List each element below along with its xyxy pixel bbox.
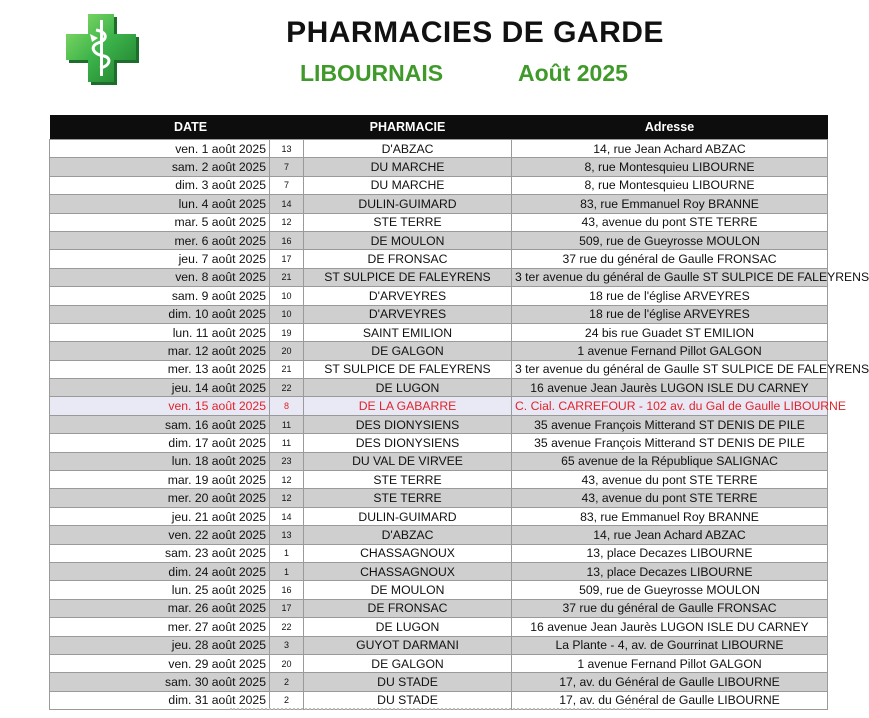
pharmacy-cell: STE TERRE xyxy=(304,489,512,507)
table-row xyxy=(50,379,828,397)
rotation-number-cell: 22 xyxy=(270,379,304,397)
address-cell: 37 rue du général de Gaulle FRONSAC xyxy=(512,599,828,617)
pharmacy-cell: DU STADE xyxy=(304,673,512,691)
rotation-number-cell: 8 xyxy=(270,397,304,415)
date-cell: dim. 10 août 2025 xyxy=(50,305,270,323)
pharmacy-cell: DE LUGON xyxy=(304,379,512,397)
table-row xyxy=(50,158,828,176)
pharmacy-cell: DULIN-GUIMARD xyxy=(304,507,512,525)
date-cell: sam. 16 août 2025 xyxy=(50,415,270,433)
pharmacy-cell: D'ABZAC xyxy=(304,526,512,544)
table-row xyxy=(50,268,828,286)
address-cell: La Plante - 4, av. de Gourrinat LIBOURNE xyxy=(512,636,828,654)
address-cell: 16 avenue Jean Jaurès LUGON ISLE DU CARNEY xyxy=(512,379,828,397)
address-cell: 509, rue de Gueyrosse MOULON xyxy=(512,581,828,599)
table-row xyxy=(50,618,828,636)
pharmacy-cell: D'ABZAC xyxy=(304,140,512,158)
address-cell: C. Cial. CARREFOUR - 102 av. du Gal de Gaulle LIBOURNE xyxy=(512,397,828,415)
table-row xyxy=(50,305,828,323)
column-header-date: DATE xyxy=(50,115,270,140)
date-cell: lun. 18 août 2025 xyxy=(50,452,270,470)
address-cell: 37 rue du général de Gaulle FRONSAC xyxy=(512,250,828,268)
rotation-number-cell: 12 xyxy=(270,471,304,489)
rotation-number-cell: 12 xyxy=(270,213,304,231)
date-cell: jeu. 14 août 2025 xyxy=(50,379,270,397)
date-cell: dim. 3 août 2025 xyxy=(50,176,270,194)
address-cell: 65 avenue de la République SALIGNAC xyxy=(512,452,828,470)
rotation-number-cell: 10 xyxy=(270,305,304,323)
pharmacy-cell: DE GALGON xyxy=(304,342,512,360)
date-cell: ven. 1 août 2025 xyxy=(50,140,270,158)
date-cell: jeu. 7 août 2025 xyxy=(50,250,270,268)
rotation-number-cell: 13 xyxy=(270,526,304,544)
table-header xyxy=(50,115,828,140)
address-cell: 17, av. du Général de Gaulle LIBOURNE xyxy=(512,673,828,691)
table-row xyxy=(50,599,828,617)
address-cell: 3 ter avenue du général de Gaulle ST SULPICE DE FALEYRENS xyxy=(512,268,828,286)
date-cell: sam. 30 août 2025 xyxy=(50,673,270,691)
table-row-holiday xyxy=(50,397,828,415)
date-cell: ven. 22 août 2025 xyxy=(50,526,270,544)
column-header-pharmacy: PHARMACIE xyxy=(304,115,512,140)
address-cell: 13, place Decazes LIBOURNE xyxy=(512,544,828,562)
pharmacy-cell: GUYOT DARMANI xyxy=(304,636,512,654)
date-cell: lun. 11 août 2025 xyxy=(50,323,270,341)
pharmacy-cell: DE FRONSAC xyxy=(304,599,512,617)
pharmacy-cell: DE GALGON xyxy=(304,654,512,672)
rotation-number-cell: 11 xyxy=(270,434,304,452)
pharmacy-cell: CHASSAGNOUX xyxy=(304,562,512,580)
date-cell: mar. 12 août 2025 xyxy=(50,342,270,360)
address-cell: 35 avenue François Mitterand ST DENIS DE PILE xyxy=(512,434,828,452)
rotation-number-cell: 11 xyxy=(270,415,304,433)
pharmacy-cell: DE LUGON xyxy=(304,618,512,636)
rotation-number-cell: 2 xyxy=(270,673,304,691)
rotation-number-cell: 20 xyxy=(270,654,304,672)
column-header-address: Adresse xyxy=(512,115,828,140)
rotation-number-cell: 16 xyxy=(270,231,304,249)
date-cell: mer. 6 août 2025 xyxy=(50,231,270,249)
date-cell: mar. 5 août 2025 xyxy=(50,213,270,231)
column-header-number xyxy=(270,115,304,140)
rotation-number-cell: 17 xyxy=(270,250,304,268)
date-cell: jeu. 21 août 2025 xyxy=(50,507,270,525)
address-cell: 1 avenue Fernand Pillot GALGON xyxy=(512,654,828,672)
rotation-number-cell: 13 xyxy=(270,140,304,158)
address-cell: 13, place Decazes LIBOURNE xyxy=(512,562,828,580)
table-row xyxy=(50,323,828,341)
page-title: PHARMACIES DE GARDE xyxy=(286,16,664,49)
table-row xyxy=(50,489,828,507)
rotation-number-cell: 21 xyxy=(270,268,304,286)
rotation-number-cell: 21 xyxy=(270,360,304,378)
pharmacy-cell: ST SULPICE DE FALEYRENS xyxy=(304,360,512,378)
address-cell: 14, rue Jean Achard ABZAC xyxy=(512,526,828,544)
pharmacy-cell: DE LA GABARRE xyxy=(304,397,512,415)
pharmacy-cell: DU MARCHE xyxy=(304,176,512,194)
table-row xyxy=(50,673,828,691)
table-row xyxy=(50,452,828,470)
date-cell: lun. 4 août 2025 xyxy=(50,195,270,213)
date-cell: ven. 15 août 2025 xyxy=(50,397,270,415)
footer-divider xyxy=(230,708,650,718)
rotation-number-cell: 19 xyxy=(270,323,304,341)
table-row xyxy=(50,342,828,360)
table-row xyxy=(50,526,828,544)
rotation-number-cell: 3 xyxy=(270,636,304,654)
date-cell: mer. 13 août 2025 xyxy=(50,360,270,378)
address-cell: 16 avenue Jean Jaurès LUGON ISLE DU CARNEY xyxy=(512,618,828,636)
table-row xyxy=(50,360,828,378)
address-cell: 83, rue Emmanuel Roy BRANNE xyxy=(512,507,828,525)
table-row xyxy=(50,544,828,562)
table-row xyxy=(50,213,828,231)
pharmacy-cell: DE MOULON xyxy=(304,581,512,599)
rotation-number-cell: 10 xyxy=(270,287,304,305)
address-cell: 43, avenue du pont STE TERRE xyxy=(512,213,828,231)
header-row xyxy=(50,115,828,140)
address-cell: 3 ter avenue du général de Gaulle ST SULPICE DE FALEYRENS xyxy=(512,360,828,378)
table-row xyxy=(50,471,828,489)
address-cell: 18 rue de l'église ARVEYRES xyxy=(512,305,828,323)
rotation-number-cell: 1 xyxy=(270,544,304,562)
table-row xyxy=(50,176,828,194)
date-cell: sam. 23 août 2025 xyxy=(50,544,270,562)
table-row xyxy=(50,581,828,599)
address-cell: 17, av. du Général de Gaulle LIBOURNE xyxy=(512,691,828,709)
rotation-number-cell: 7 xyxy=(270,176,304,194)
rotation-number-cell: 2 xyxy=(270,691,304,709)
address-cell: 83, rue Emmanuel Roy BRANNE xyxy=(512,195,828,213)
table-row xyxy=(50,195,828,213)
date-cell: ven. 29 août 2025 xyxy=(50,654,270,672)
rotation-number-cell: 7 xyxy=(270,158,304,176)
rotation-number-cell: 22 xyxy=(270,618,304,636)
pharmacy-cell: CHASSAGNOUX xyxy=(304,544,512,562)
address-cell: 14, rue Jean Achard ABZAC xyxy=(512,140,828,158)
pharmacy-cell: STE TERRE xyxy=(304,471,512,489)
pharmacy-cell: DE FRONSAC xyxy=(304,250,512,268)
table-row xyxy=(50,415,828,433)
pharmacy-cell: SAINT EMILION xyxy=(304,323,512,341)
rotation-number-cell: 23 xyxy=(270,452,304,470)
date-cell: sam. 9 août 2025 xyxy=(50,287,270,305)
date-cell: dim. 24 août 2025 xyxy=(50,562,270,580)
rotation-number-cell: 1 xyxy=(270,562,304,580)
address-cell: 35 avenue François Mitterand ST DENIS DE PILE xyxy=(512,415,828,433)
table-body xyxy=(50,140,869,710)
date-cell: ven. 8 août 2025 xyxy=(50,268,270,286)
rotation-number-cell: 12 xyxy=(270,489,304,507)
pharmacy-cell: D'ARVEYRES xyxy=(304,305,512,323)
date-cell: dim. 17 août 2025 xyxy=(50,434,270,452)
date-cell: dim. 31 août 2025 xyxy=(50,691,270,709)
table-row xyxy=(50,140,828,158)
pharmacy-cell: DE MOULON xyxy=(304,231,512,249)
pharmacy-cell: ST SULPICE DE FALEYRENS xyxy=(304,268,512,286)
date-cell: jeu. 28 août 2025 xyxy=(50,636,270,654)
table-row xyxy=(50,231,828,249)
duty-pharmacy-table xyxy=(49,115,869,710)
period-subtitle: Août 2025 xyxy=(518,60,628,86)
address-cell: 43, avenue du pont STE TERRE xyxy=(512,489,828,507)
pharmacy-cell: DU MARCHE xyxy=(304,158,512,176)
address-cell: 509, rue de Gueyrosse MOULON xyxy=(512,231,828,249)
table-row xyxy=(50,287,828,305)
address-cell: 8, rue Montesquieu LIBOURNE xyxy=(512,176,828,194)
pharmacy-cell: DU VAL DE VIRVEE xyxy=(304,452,512,470)
region-subtitle: LIBOURNAIS xyxy=(300,60,444,86)
pharmacy-cell: DU STADE xyxy=(304,691,512,709)
pharmacy-cross-caduceus-icon xyxy=(62,10,142,86)
date-cell: mer. 20 août 2025 xyxy=(50,489,270,507)
rotation-number-cell: 20 xyxy=(270,342,304,360)
address-cell: 1 avenue Fernand Pillot GALGON xyxy=(512,342,828,360)
table-row xyxy=(50,691,828,709)
date-cell: sam. 2 août 2025 xyxy=(50,158,270,176)
date-cell: mar. 19 août 2025 xyxy=(50,471,270,489)
table-row xyxy=(50,507,828,525)
pharmacy-cell: STE TERRE xyxy=(304,213,512,231)
date-cell: mar. 26 août 2025 xyxy=(50,599,270,617)
address-cell: 18 rue de l'église ARVEYRES xyxy=(512,287,828,305)
rotation-number-cell: 14 xyxy=(270,507,304,525)
date-cell: lun. 25 août 2025 xyxy=(50,581,270,599)
table-row xyxy=(50,562,828,580)
rotation-number-cell: 16 xyxy=(270,581,304,599)
pharmacy-cell: DES DIONYSIENS xyxy=(304,434,512,452)
address-cell: 24 bis rue Guadet ST EMILION xyxy=(512,323,828,341)
date-cell: mer. 27 août 2025 xyxy=(50,618,270,636)
pharmacy-cell: DES DIONYSIENS xyxy=(304,415,512,433)
table-row xyxy=(50,250,828,268)
rotation-number-cell: 14 xyxy=(270,195,304,213)
pharmacy-cell: D'ARVEYRES xyxy=(304,287,512,305)
rotation-number-cell: 17 xyxy=(270,599,304,617)
pharmacy-cell: DULIN-GUIMARD xyxy=(304,195,512,213)
table-row xyxy=(50,654,828,672)
table-row xyxy=(50,636,828,654)
address-cell: 8, rue Montesquieu LIBOURNE xyxy=(512,158,828,176)
address-cell: 43, avenue du pont STE TERRE xyxy=(512,471,828,489)
table-row xyxy=(50,434,828,452)
